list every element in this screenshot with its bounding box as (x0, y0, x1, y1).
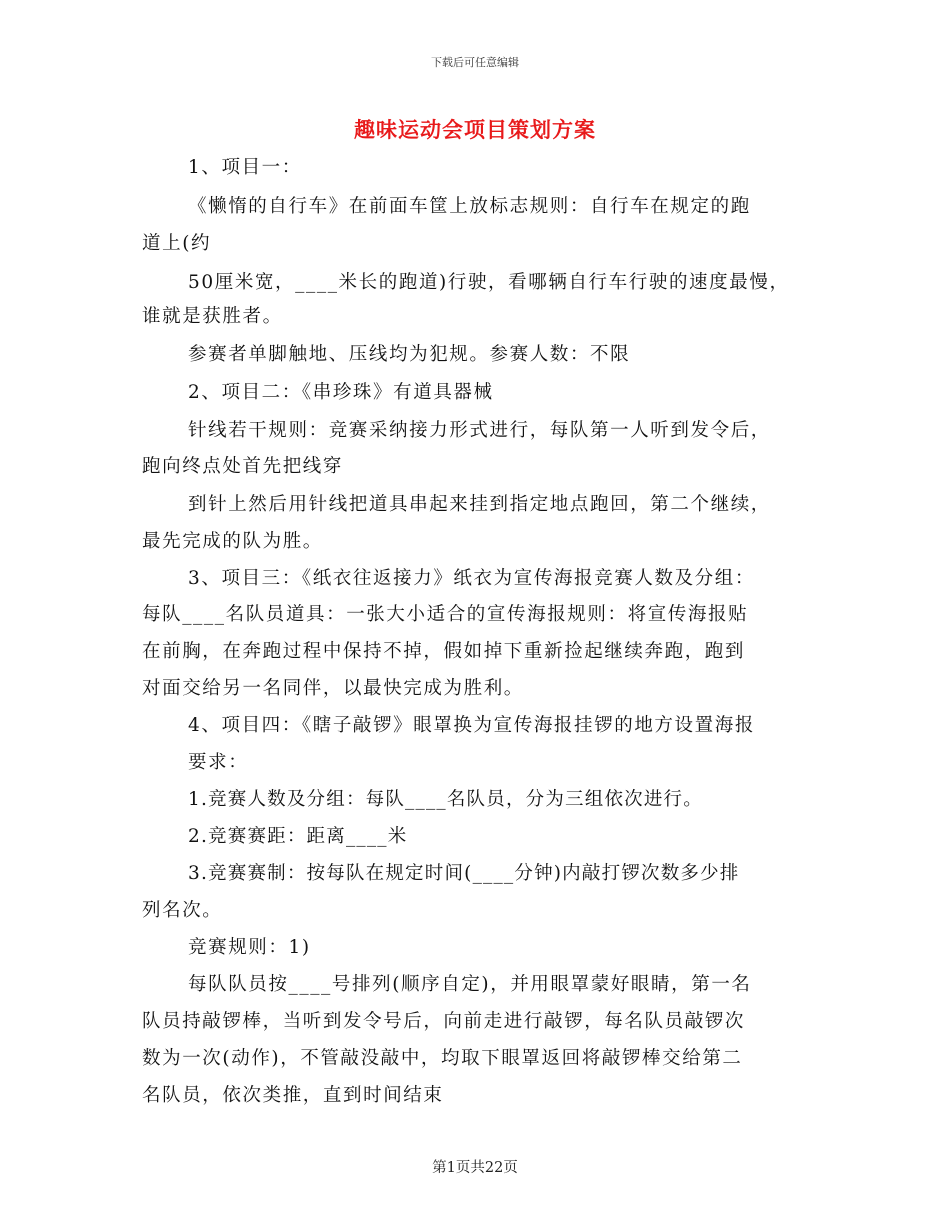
body-line: 对面交给另一名同伴，以最快完成为胜利。 (142, 678, 524, 699)
body-line: 队员持敲锣棒，当听到发令号后，向前走进行敲锣，每名队员敲锣次 (142, 1011, 746, 1032)
body-line: 4、项目四：《瞎子敲锣》眼罩换为宣传海报挂锣的地方设置海报 (188, 715, 755, 736)
document-title: 趣味运动会项目策划方案 (354, 117, 596, 142)
body-line: 3.竞赛赛制：按每队在规定时间(____分钟)内敲打锣次数多少排 (188, 863, 740, 884)
body-line: 到针上然后用针线把道具串起来挂到指定地点跑回，第二个继续， (188, 494, 771, 515)
body-line: 1、项目一： (188, 157, 302, 178)
body-line: 最先完成的队为胜。 (142, 531, 323, 552)
body-line: 每队____名队员道具：一张大小适合的宣传海报规则：将宣传海报贴 (142, 604, 749, 625)
body-line: 名队员，依次类推，直到时间结束 (142, 1085, 444, 1106)
body-line: 列名次。 (142, 900, 223, 921)
body-line: 《懒惰的自行车》在前面车筐上放标志规则：自行车在规定的跑 (188, 196, 751, 217)
body-line: 2、项目二：《串珍珠》有道具器械 (188, 382, 494, 403)
body-line: 跑向终点处首先把线穿 (142, 456, 344, 477)
body-line: 数为一次(动作)，不管敲没敲中，均取下眼罩返回将敲锣棒交给第二 (142, 1048, 743, 1069)
body-line: 3、项目三：《纸衣往返接力》纸衣为宣传海报竞赛人数及分组： (188, 568, 755, 589)
body-line: 谁就是获胜者。 (142, 306, 283, 327)
body-line: 要求： (188, 752, 249, 773)
body-line: 在前胸，在奔跑过程中保持不掉，假如掉下重新捡起继续奔跑，跑到 (142, 641, 746, 662)
body-line: 50厘米宽，____米长的跑道)行驶，看哪辆自行车行驶的速度最慢， (188, 272, 790, 293)
body-line: 1.竞赛人数及分组：每队____名队员，分为三组依次进行。 (188, 789, 703, 810)
page-number: 第1页共22页 (432, 1160, 518, 1176)
body-line: 针线若干规则：竞赛采纳接力形式进行，每队第一人听到发令后， (188, 420, 771, 441)
body-line: 2.竞赛赛距：距离____米 (188, 826, 408, 847)
body-line: 竞赛规则：1) (188, 937, 311, 958)
body-line: 每队队员按____号排列(顺序自定)，并用眼罩蒙好眼睛，第一名 (188, 974, 752, 995)
body-line: 参赛者单脚触地、压线均为犯规。参赛人数：不限 (188, 344, 631, 365)
page-header-note: 下载后可任意编辑 (431, 56, 519, 69)
body-line: 道上(约 (142, 233, 212, 254)
